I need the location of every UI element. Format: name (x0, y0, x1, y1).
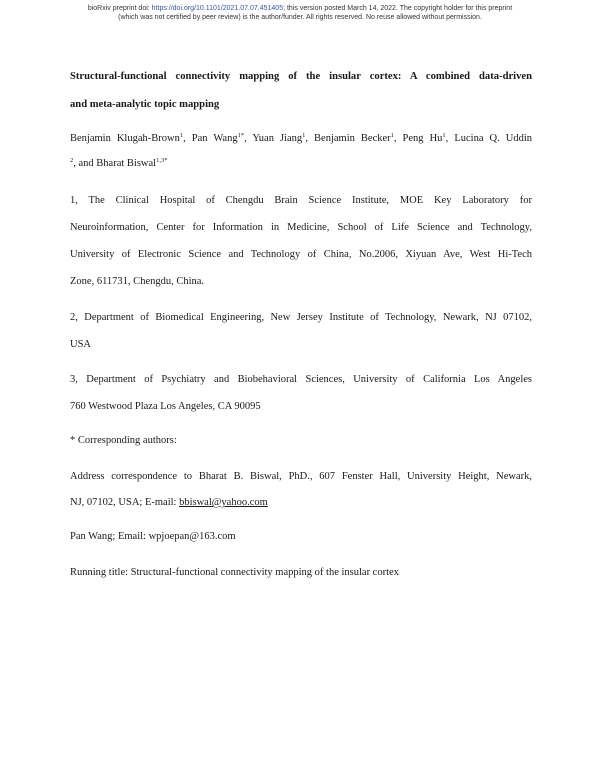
correspondence-pan-wang: Pan Wang; Email: wpjoepan@163.com (70, 531, 236, 542)
banner-suffix: ; this version posted March 14, 2022. The copyright holder for this preprint (283, 5, 513, 12)
author: Benjamin Klugah-Brown$^1$, (70, 132, 186, 144)
affiliation-3-line-1: 3, Department of Psychiatry and Biobehavioral Sciences, University of California Los Angeles (70, 374, 532, 385)
correspondence-address-line-2 (70, 497, 532, 508)
correspondence-address-line-1: Address correspondence to Bharat B. Biswal, PhD., 607 Fenster Hall, University Height, Newark, (70, 471, 532, 482)
banner-prefix: bioRxiv preprint doi: (87, 5, 152, 12)
doi-link[interactable]: https://doi.org/10.1101/2021.07.07.451405 (151, 5, 284, 12)
banner-line-1 (0, 4, 600, 13)
email-link[interactable]: bbiswal@yahoo.com (179, 497, 268, 508)
author: Yuan Jiang$^1$, (252, 132, 309, 144)
authors-connector: and (78, 158, 94, 169)
affiliation-2-line-1: 2, Department of Biomedical Engineering, New Jersey Institute of Technology, Newark, NJ 07102, (70, 312, 532, 323)
author-list-line-1 (70, 133, 532, 144)
affiliation-1-line-2: Neuroinformation, Center for Information in Medicine, School of Life Science and Technology, (70, 222, 532, 233)
author: Bharat Biswal$^{1,3*}$ (96, 157, 168, 169)
author: Lucina Q. Uddin (454, 133, 532, 144)
correspondence-prefix: NJ, 07102, USA; E-mail: (70, 497, 180, 508)
author: Benjamin Becker$^1$, (314, 132, 397, 144)
author-continued: $^2$, (70, 157, 76, 169)
banner-line-2: (which was not certified by peer review) is the author/funder. All rights reserved. No reuse allowed without permission. (118, 14, 482, 21)
author: Peng Hu$^1$, (402, 132, 449, 144)
affiliation-2-line-2: USA (70, 339, 92, 350)
author: Pan Wang$^{1*}$, (191, 132, 247, 144)
affiliation-1-line-4: Zone, 611731, Chengdu, China. (70, 276, 205, 287)
affiliation-1-line-3: University of Electronic Science and Technology of China, No.2006, Xiyuan Ave, West Hi-Tech (70, 249, 532, 260)
paper-title-line-1: Structural-functional connectivity mapping of the insular cortex: A combined data-driven (70, 71, 532, 82)
affiliation-1-line-1: 1, The Clinical Hospital of Chengdu Brain Science Institute, MOE Key Laboratory for (70, 195, 532, 206)
author-list-line-2 (70, 158, 532, 169)
paper-title-line-2: and meta-analytic topic mapping (70, 99, 220, 110)
affiliation-3-line-2: 760 Westwood Plaza Los Angeles, CA 90095 (70, 401, 261, 412)
corresponding-label: * Corresponding authors: (70, 435, 177, 446)
running-title: Running title: Structural-functional connectivity mapping of the insular cortex (70, 567, 399, 578)
preprint-banner (0, 4, 600, 22)
